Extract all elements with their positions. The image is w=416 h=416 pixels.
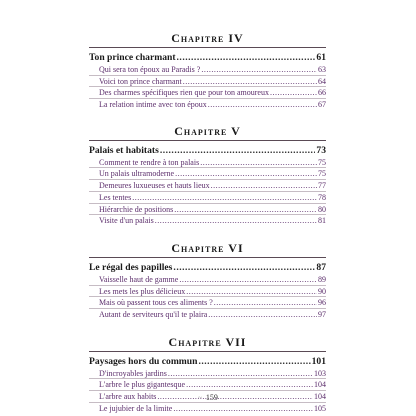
section-row[interactable] [89, 262, 326, 274]
entry-label: Les mets les plus délicieux [99, 286, 186, 296]
section-label: Ton prince charmant [89, 52, 176, 63]
section-page-number: 87 [316, 261, 326, 273]
toc-entry[interactable] [89, 309, 326, 321]
dot-leader [211, 180, 317, 192]
entry-page-number: 77 [318, 181, 326, 191]
dot-leader [177, 52, 316, 64]
toc-entry[interactable] [89, 192, 326, 204]
chapter-title: Chapitre IV [171, 31, 244, 45]
entry-list [89, 64, 326, 111]
toc-entry[interactable] [89, 180, 326, 192]
toc-entry[interactable] [89, 99, 326, 111]
dot-leader [201, 64, 317, 76]
toc-entry[interactable] [89, 368, 326, 380]
chapter-divider [89, 351, 326, 352]
toc-entry[interactable] [89, 274, 326, 286]
dot-leader [208, 99, 317, 111]
toc-entry[interactable] [89, 379, 326, 391]
entry-list [89, 274, 326, 321]
entry-page-number: 80 [318, 204, 326, 214]
chapter-title: Chapitre VI [171, 240, 244, 255]
entry-page-number: 103 [314, 368, 326, 378]
chapter-spacer [89, 227, 326, 240]
dot-leader [208, 309, 317, 321]
entry-label: La relation intime avec ton époux [99, 100, 207, 110]
entry-list [89, 157, 326, 227]
entry-label: D'incroyables jardins [99, 368, 167, 378]
toc-entry[interactable] [89, 286, 326, 298]
entry-label: Mais où passent tous ces aliments ? [99, 298, 213, 308]
section-page-number: 101 [311, 355, 326, 367]
section-row[interactable] [89, 356, 326, 368]
entry-page-number: 81 [318, 216, 326, 226]
dot-leader [270, 87, 317, 99]
dot-leader [186, 286, 317, 298]
entry-page-number: 66 [318, 88, 326, 98]
chapter-title: Chapitre V [174, 123, 241, 138]
section-page-number: 61 [316, 52, 326, 63]
entry-label: Visite d'un palais [99, 216, 154, 226]
toc-entry[interactable] [89, 204, 326, 216]
entry-page-number: 104 [314, 392, 326, 401]
dot-leader [186, 379, 313, 391]
entry-label: Hiérarchie de positions [99, 204, 174, 214]
chapter-4 [89, 30, 326, 111]
entry-page-number: 75 [318, 157, 326, 167]
entry-page-number: 105 [314, 403, 326, 413]
toc-entry[interactable] [89, 297, 326, 309]
dot-leader [183, 76, 317, 88]
entry-page-number: 78 [318, 192, 326, 202]
dot-leader [168, 368, 313, 380]
entry-label: Autant de serviteurs qu'il te plaira [99, 309, 208, 319]
entry-label: Qui sera ton époux au Paradis ? [99, 65, 201, 74]
entry-page-number: 63 [318, 65, 326, 74]
page-footer [0, 393, 416, 402]
entry-page-number: 75 [318, 169, 326, 179]
toc-entry[interactable] [89, 87, 326, 99]
chapter-5 [89, 123, 326, 227]
toc-entry[interactable] [89, 64, 326, 76]
chapter-divider [89, 257, 326, 258]
entry-list [89, 368, 326, 415]
dot-leader [174, 204, 317, 216]
entry-label: Le jujubier de la limite [99, 403, 173, 413]
chapter-spacer [89, 321, 326, 334]
entry-label: L'arbre aux habits [99, 392, 157, 401]
entry-label: Des charmes spécifiques rien que pour ton amoureux [99, 88, 269, 98]
dot-leader [155, 215, 317, 227]
toc-entry[interactable] [89, 76, 326, 88]
chapter-divider [89, 47, 326, 48]
section-row[interactable] [89, 145, 326, 157]
entry-page-number: 104 [314, 380, 326, 390]
ornament-icon: ~ [198, 393, 202, 402]
dot-leader [173, 262, 315, 274]
dot-leader [200, 157, 317, 169]
entry-label: Les tentes [99, 192, 132, 202]
entry-label: L'arbre le plus gigantesque [99, 380, 186, 390]
section-label: Paysages hors du commun [89, 355, 198, 367]
section-label: Palais et habitats [89, 144, 159, 156]
entry-page-number: 97 [318, 309, 326, 319]
entry-label: Vaisselle haut de gamme [99, 274, 179, 284]
entry-page-number: 89 [318, 274, 326, 284]
dot-leader [214, 297, 317, 309]
entry-page-number: 67 [318, 100, 326, 110]
entry-label: Demeures luxueuses et hauts lieux [99, 181, 210, 191]
chapter-7 [89, 334, 326, 415]
page-number: 159 [205, 393, 218, 402]
entry-page-number: 64 [318, 76, 326, 86]
toc-entry[interactable] [89, 215, 326, 227]
dot-leader [179, 274, 317, 286]
entry-page-number: 90 [318, 286, 326, 296]
section-row[interactable] [89, 52, 326, 64]
chapter-title: Chapitre VII [168, 334, 247, 349]
entry-label: Voici ton prince charmant [99, 76, 182, 86]
chapter-6 [89, 240, 326, 321]
toc-entry[interactable] [89, 403, 326, 415]
section-label: Le régal des papilles [89, 261, 173, 273]
section-page-number: 73 [316, 144, 326, 156]
entry-label: Un palais ultramoderne [99, 169, 175, 179]
dot-leader [160, 145, 316, 157]
entry-label: Comment te rendre à ton palais [99, 157, 200, 167]
chapter-spacer [89, 111, 326, 123]
dot-leader [175, 168, 317, 180]
toc-entry[interactable] [89, 157, 326, 169]
dot-leader [198, 356, 310, 368]
dot-leader [173, 403, 313, 415]
chapter-divider [89, 140, 326, 141]
dot-leader [132, 192, 317, 204]
table-of-contents [89, 30, 326, 414]
toc-entry[interactable] [89, 168, 326, 180]
entry-page-number: 96 [318, 298, 326, 308]
